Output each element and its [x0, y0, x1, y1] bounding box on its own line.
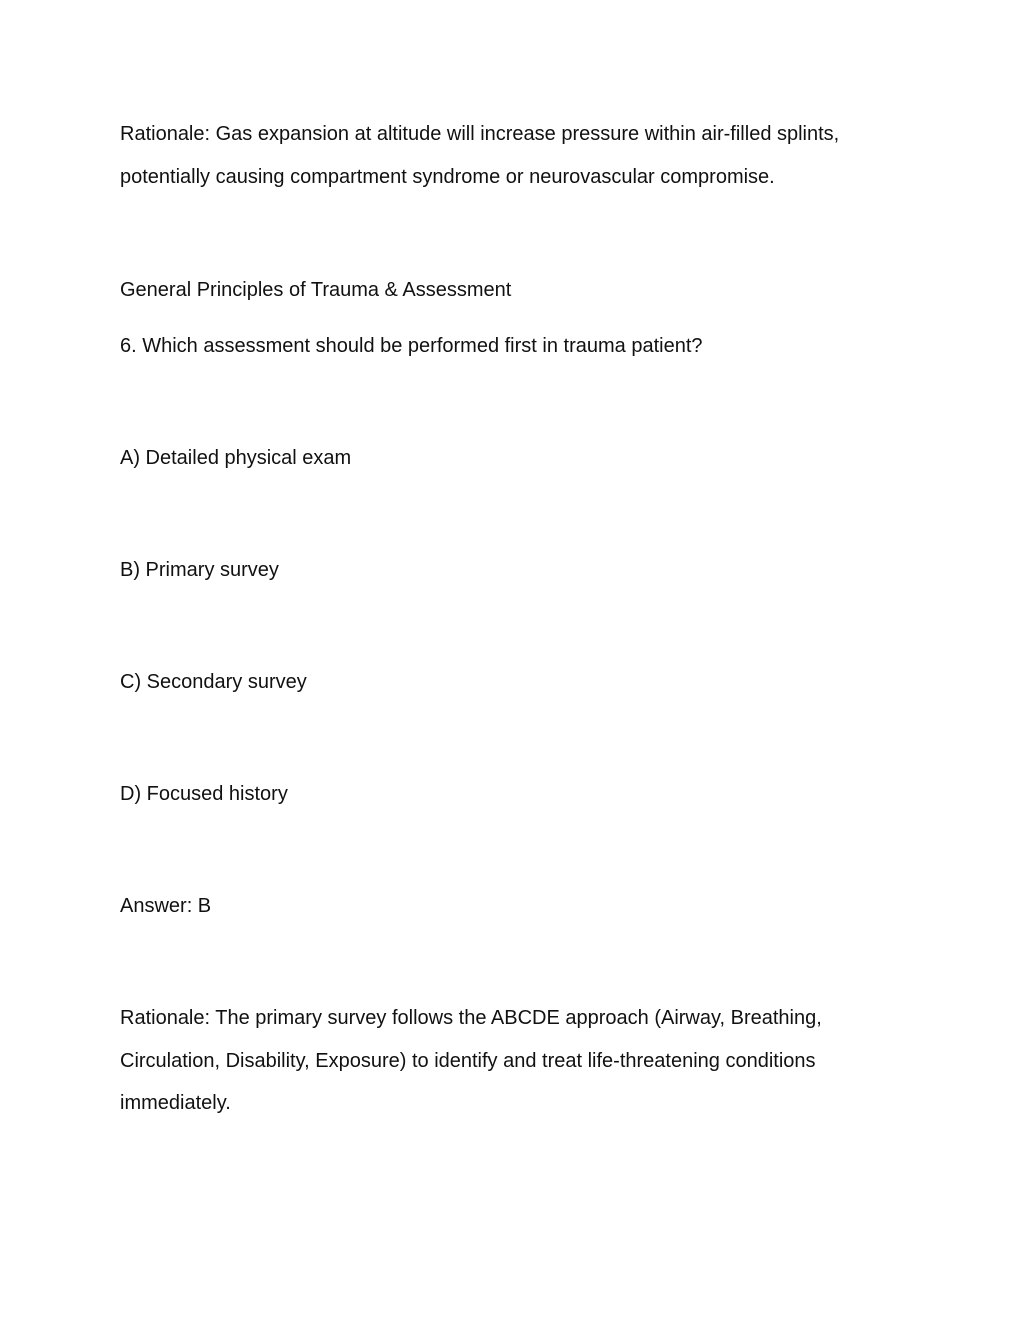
- section-heading: General Principles of Trauma & Assessment: [120, 279, 512, 301]
- option-a: A) Detailed physical exam: [120, 447, 352, 469]
- option-c: C) Secondary survey: [120, 671, 307, 693]
- option-d: D) Focused history: [120, 783, 288, 805]
- question-text: 6. Which assessment should be performed first in trauma patient?: [120, 335, 703, 357]
- option-b: B) Primary survey: [120, 559, 279, 581]
- previous-rationale: Rationale: Gas expansion at altitude will increase pressure within air-filled splints, potentially causing compartment syndrome or neurovascular compromise.: [120, 123, 840, 188]
- answer-text: Answer: B: [120, 895, 212, 917]
- answer-rationale: Rationale: The primary survey follows the ABCDE approach (Airway, Breathing, Circulation, Disability, Exposure) to identify and treat life-threatening conditions immediately.: [120, 1007, 822, 1114]
